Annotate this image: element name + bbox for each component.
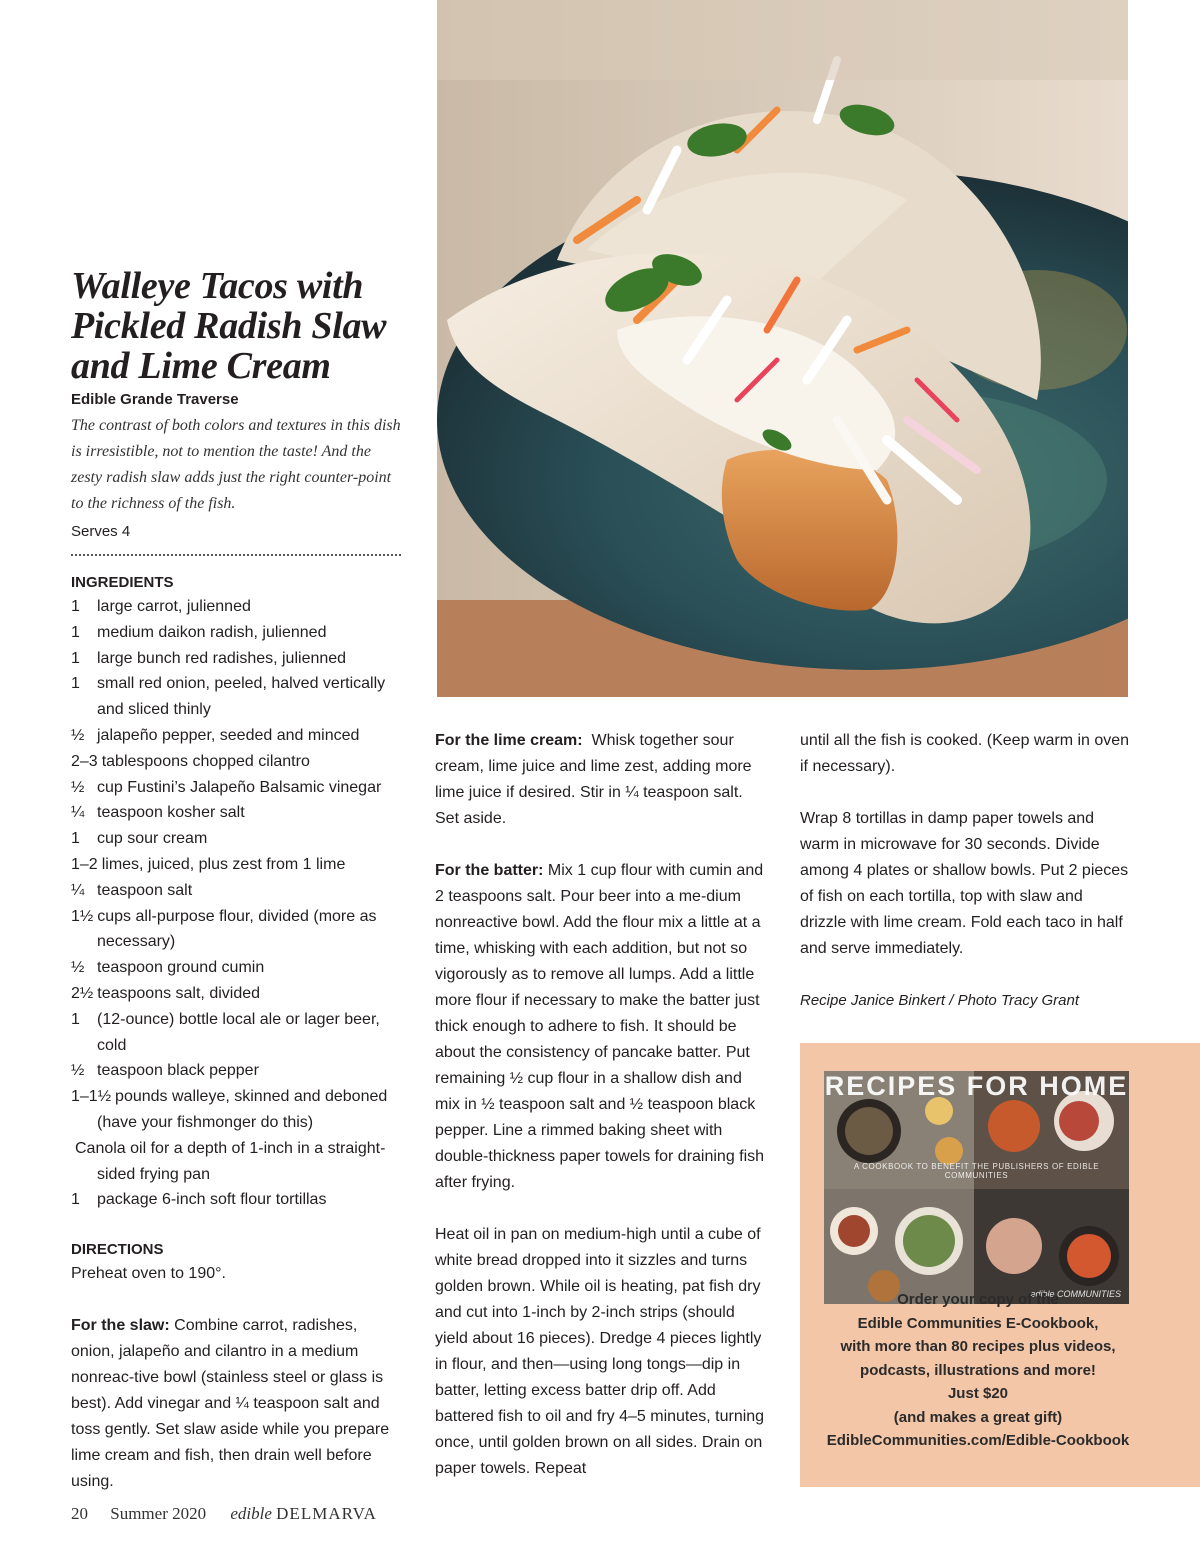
ingredient-text: package 6-inch soft flour tortillas: [97, 1191, 327, 1209]
paragraph-gap: [800, 962, 1130, 988]
ingredient-text: cup Fustini’s Jalapeño Balsamic vinegar: [97, 778, 382, 796]
right-column: [800, 728, 1130, 1014]
ingredient-item: [71, 1058, 401, 1084]
ingredient-qty: 1½: [71, 907, 94, 925]
ingredient-qty: 2–3: [71, 752, 98, 770]
page-footer: [71, 1504, 377, 1524]
directions-heading: DIRECTIONS: [71, 1241, 164, 1259]
ingredient-qty: 1: [71, 623, 80, 641]
ingredient-qty: ½: [71, 959, 85, 977]
cookbook-cover-title: RECIPES FOR HOME: [824, 1071, 1129, 1101]
ingredient-qty: 1: [71, 675, 80, 693]
ingredient-text: jalapeño pepper, seeded and minced: [97, 726, 360, 744]
ad-price: Just $20: [947, 1385, 1009, 1402]
ingredient-item: [71, 646, 401, 672]
continued-paragraph: until all the fish is cooked. (Keep warm in oven if necessary).: [800, 732, 1130, 775]
left-column: [71, 266, 401, 1495]
ingredient-item: [71, 852, 401, 878]
magazine-brand-prefix: edible: [230, 1504, 272, 1523]
ingredient-text: cups all-purpose flour, divided (more as necessary): [97, 907, 377, 951]
photo-credit: Recipe Janice Binkert / Photo Tracy Grant: [800, 992, 1080, 1009]
ingredient-text: teaspoons salt, divided: [97, 984, 261, 1002]
recipe-title: [71, 266, 401, 386]
serving-paragraph: Wrap 8 tortillas in damp paper towels and warm in microwave for 30 seconds. Divide among 4 plates or shallow bowls. Put 2 pieces of fish on each tortilla, top with slaw and drizzle with lime cream. Fold each taco in half and serve immediately.: [800, 810, 1129, 957]
batter-text: Mix 1 cup flour with cumin and 2 teaspoons salt. Pour beer into a me-dium nonreactive bowl. Add the flour mix a little at a time, whisking with each addition, but not so vigorously as to remove all lumps. Add a little more flour if necessary to make the batter just thick enough to adhere to fish. It should be about the consistency of pancake batter. Put remaining ½ cup flour in a shallow dish and mix in ½ teaspoon salt and ½ teaspoon black pepper. Line a rimmed baking sheet with double-thickness paper towels for draining fish after frying.: [435, 862, 765, 1191]
ingredient-qty: ½: [71, 726, 85, 744]
ad-line: (and makes a great gift): [893, 1408, 1063, 1426]
cookbook-ad[interactable]: [800, 1043, 1200, 1487]
ingredient-item: [71, 1007, 401, 1059]
title-line: Walleye Tacos with: [71, 265, 364, 307]
paragraph-gap: [800, 780, 1130, 806]
dotted-divider: [71, 554, 401, 556]
cookbook-cover-subtitle: A COOKBOOK TO BENEFIT THE PUBLISHERS OF EDIBLE COMMUNITIES: [853, 1162, 1100, 1180]
ingredient-item: [71, 878, 401, 904]
taco-photo: [437, 0, 1128, 697]
ad-copy: [800, 1288, 1156, 1453]
paragraph-gap: [435, 832, 770, 858]
ingredient-item: [71, 594, 401, 620]
ingredient-qty: 2½: [71, 984, 94, 1002]
ingredient-qty: 1: [71, 830, 80, 848]
ingredient-item: [71, 826, 401, 852]
ingredient-qty: 1: [71, 598, 80, 615]
ad-url-link[interactable]: EdibleCommunities.com/Edible-Cookbook: [826, 1432, 1130, 1449]
preheat-text: Preheat oven to 190°.: [71, 1265, 226, 1283]
ingredient-item: [71, 800, 401, 826]
ingredients-list: [71, 594, 401, 1213]
ad-line: podcasts, illustrations and more!: [860, 1361, 1096, 1379]
slaw-paragraph: [71, 1313, 401, 1495]
ingredient-qty: 1: [71, 649, 80, 667]
slaw-text: Combine carrot, radishes, onion, jalapeño and cilantro in a medium nonreac-tive bowl (stainless steel or glass is best). Add vinegar and ¼ teaspoon salt and toss gently. Set slaw aside while you prepare lime cream and fish, then drain well before using.: [71, 1317, 390, 1491]
ingredient-item: [71, 955, 401, 981]
batter-paragraph: [435, 858, 770, 1196]
ingredient-text: teaspoon black pepper: [97, 1062, 259, 1080]
frying-paragraph: Heat oil in pan on medium-high until a cube of white bread dropped into it sizzles and turns golden brown. While oil is heating, pat fish dry and cut into 1-inch by 2-inch strips (should yield about 16 pieces). Dredge 4 pieces lightly in flour, and then—using long tongs—dip in batter, letting excess batter drip off. Add battered fish to oil and fry 4–5 minutes, turning once, until golden brown on all sides. Drain on paper towels. Repeat: [435, 1226, 765, 1477]
ingredient-qty: 1: [71, 1010, 80, 1028]
ingredient-text: large carrot, julienned: [97, 598, 251, 615]
title-line: Pickled Radish Slaw: [71, 305, 387, 347]
lime-cream-text: Whisk together sour cream, lime juice and lime zest, adding more lime juice if desired. Stir in ¼ teaspoon salt. Set aside.: [435, 732, 752, 827]
ingredient-text: teaspoon kosher salt: [97, 804, 245, 822]
ingredient-qty: 1: [71, 1191, 80, 1209]
issue-date: Summer 2020: [110, 1504, 207, 1523]
lime-cream-paragraph: [435, 728, 770, 832]
slaw-label: For the slaw:: [71, 1317, 170, 1335]
serves-text: Serves 4: [71, 523, 131, 540]
ingredient-text: teaspoon ground cumin: [97, 959, 265, 977]
ingredient-item: [71, 671, 401, 723]
ingredient-item: [71, 904, 401, 956]
ingredient-text: tablespoons chopped cilantro: [101, 752, 310, 770]
ingredient-qty: 1–2: [71, 855, 98, 873]
ingredient-qty: ½: [71, 778, 85, 796]
ingredient-item: [71, 1187, 401, 1213]
recipe-source: Edible Grande Traverse: [71, 391, 239, 408]
ingredient-item: [71, 1136, 401, 1188]
ingredient-text: small red onion, peeled, halved vertically and sliced thinly: [97, 675, 386, 719]
ingredient-item: [71, 981, 401, 1007]
ingredient-item: [71, 775, 401, 801]
recipe-intro: The contrast of both colors and textures in this dish is irresistible, not to mention the taste! And the zesty radish slaw adds just the right counter-point to the richness of the fish.: [71, 417, 401, 512]
cookbook-cover-image: [824, 1071, 1129, 1304]
cookbook-cover-brand: edible COMMUNITIES: [1030, 1289, 1121, 1299]
magazine-brand-name: DELMARVA: [276, 1504, 377, 1523]
ingredient-qty: ½: [71, 1062, 85, 1080]
ingredient-qty: ¼: [71, 804, 85, 822]
lime-cream-label: For the lime cream:: [435, 732, 583, 749]
ingredient-text: teaspoon salt: [97, 881, 193, 899]
ad-line: Edible Communities E-Cookbook,: [857, 1314, 1099, 1332]
ingredient-item: [71, 1084, 401, 1136]
ingredient-text: large bunch red radishes, julienned: [97, 649, 347, 667]
batter-label: For the batter:: [435, 862, 544, 879]
ingredient-item: [71, 723, 401, 749]
ingredient-text: Canola oil for a depth of 1-inch in a straight-sided frying pan: [75, 1139, 386, 1183]
ingredient-item: [71, 749, 401, 775]
page-number: 20: [71, 1504, 88, 1523]
ad-line: with more than 80 recipes plus videos,: [840, 1338, 1116, 1355]
ingredient-item: [71, 620, 401, 646]
ingredient-text: pounds walleye, skinned and deboned (have your fishmonger do this): [97, 1088, 388, 1131]
title-line: and Lime Cream: [71, 345, 331, 387]
ingredient-qty: ¼: [71, 881, 85, 899]
paragraph-gap: [71, 1287, 401, 1313]
ingredient-qty: 1–1½: [71, 1088, 112, 1106]
ad-line: Order your copy of the: [897, 1291, 1059, 1308]
ingredient-text: (12-ounce) bottle local ale or lager beer, cold: [97, 1010, 380, 1054]
ingredients-heading: INGREDIENTS: [71, 574, 174, 591]
ingredient-text: cup sour cream: [97, 830, 208, 848]
ingredient-text: limes, juiced, plus zest from 1 lime: [101, 855, 346, 873]
middle-column: [435, 728, 770, 1482]
ingredient-text: medium daikon radish, julienned: [97, 623, 327, 641]
paragraph-gap: [435, 1196, 770, 1222]
